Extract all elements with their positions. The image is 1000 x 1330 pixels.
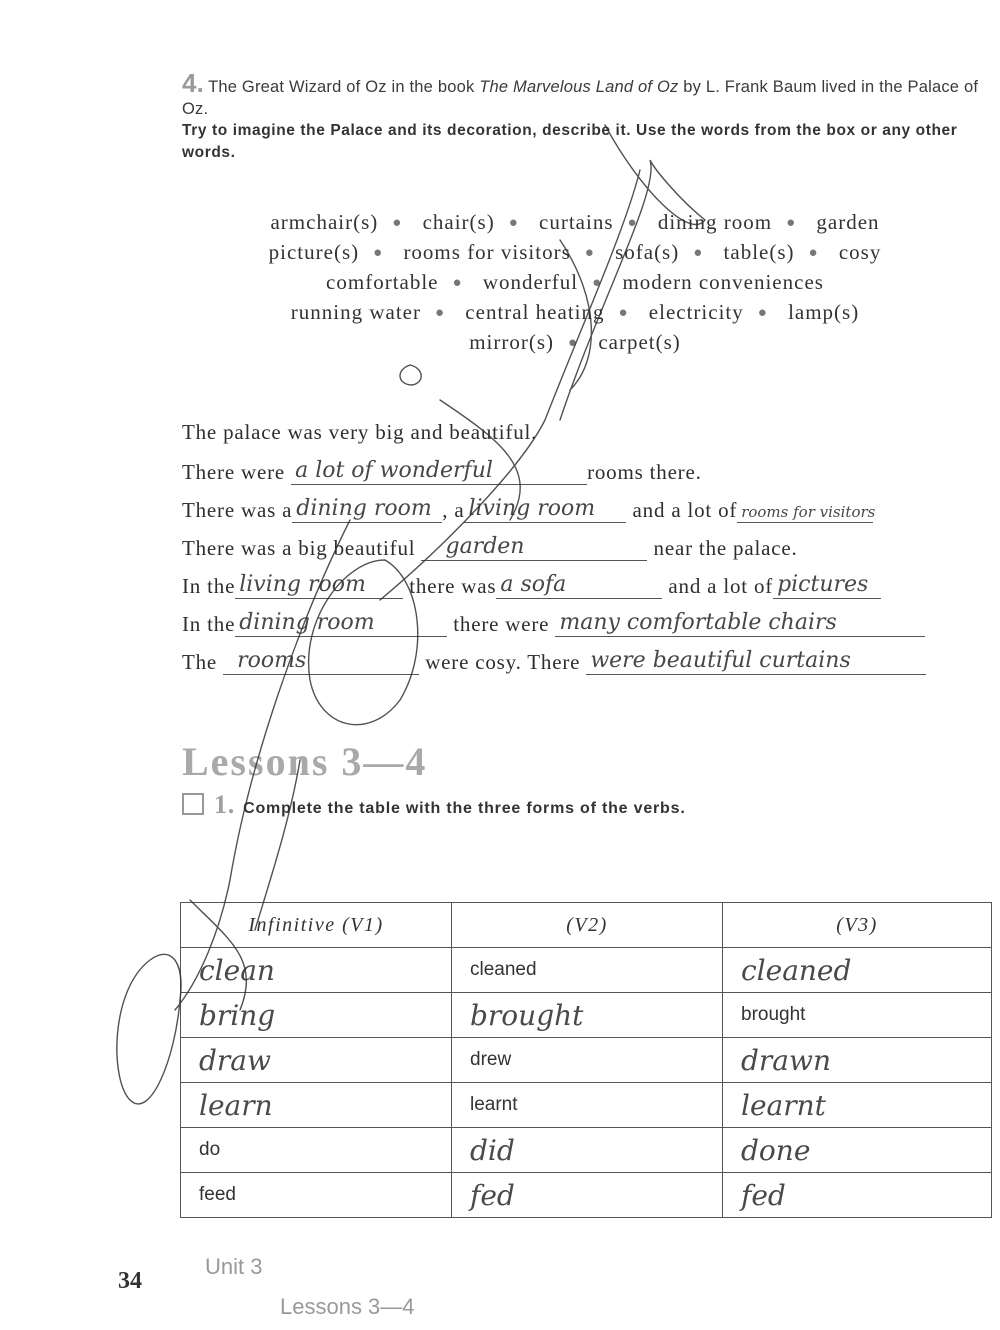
sentence-text: There was a big beautiful [182, 536, 416, 560]
word: central heating [465, 300, 605, 324]
word-box-line-5: mirror(s) ● carpet(s) [469, 330, 681, 354]
handwritten-answer: rooms [237, 648, 307, 673]
sentence-text: there was [409, 574, 497, 598]
sentence-1: The palace was very big and beautiful. [182, 420, 538, 444]
scribble-stroke [190, 900, 246, 1010]
word: running water [290, 300, 421, 324]
word: wonderful [482, 270, 579, 294]
sentence-text: There was a [182, 498, 293, 522]
table-cell: brought [452, 993, 723, 1038]
handwritten-answer: a sofa [500, 572, 567, 597]
handwritten-answer: a lot of wonderful [295, 458, 493, 483]
sentence-text: In the [182, 612, 236, 636]
table-cell: learn [181, 1083, 452, 1128]
handwritten-answer: rooms for visitors [741, 503, 876, 521]
scribble-stroke [175, 520, 350, 1010]
word: garden [816, 210, 880, 234]
scribble-stroke [440, 400, 520, 520]
table-cell: did [452, 1128, 723, 1173]
table-cell: done [723, 1128, 992, 1173]
word: sofa(s) [615, 240, 680, 264]
word: electricity [648, 300, 744, 324]
handwritten-answer: pictures [777, 572, 869, 597]
word-box-line-4: running water ● central heating ● electricity ● lamp(s) [290, 300, 860, 324]
task4-intro-pre: The Great Wizard of Oz in the book [208, 78, 480, 96]
task4-intro-post: by L. Frank Baum lived in the Palace of Oz. [182, 78, 979, 118]
lessons-heading: Lessons 3—4 [182, 739, 428, 784]
handwritten-answer: dining room [239, 610, 375, 635]
sentence-text: were cosy. There [425, 650, 581, 674]
table-cell: drawn [723, 1038, 992, 1083]
handwritten-answer: living room [239, 572, 366, 597]
task1-number: 1. [214, 790, 236, 819]
sentence-text: The [182, 650, 218, 674]
word: armchair(s) [270, 210, 379, 234]
handwritten-answer: dining room [296, 496, 432, 521]
table-cell: fed [452, 1173, 723, 1218]
handwritten-answer: were beautiful curtains [590, 648, 851, 673]
scribble-loop [309, 560, 418, 725]
table-cell: clean [181, 948, 452, 993]
scribble-loop [117, 954, 181, 1104]
sentence-text: near the palace. [653, 536, 798, 560]
handwritten-answer: living room [468, 496, 596, 521]
word: dining room [657, 210, 773, 234]
scribble-stroke [380, 170, 640, 600]
table-cell: brought [723, 993, 992, 1038]
task4-number: 4. [182, 68, 205, 98]
handwritten-answer: garden [445, 534, 525, 559]
table-cell: feed [181, 1173, 452, 1218]
word: comfortable [326, 270, 439, 294]
word: modern conveniences [622, 270, 824, 294]
table-cell: drew [452, 1038, 723, 1083]
sentence-text: there were [453, 612, 550, 636]
word-box-line-2: picture(s) ● rooms for visitors ● sofa(s) ● table(s) ● cosy [268, 240, 882, 264]
word: picture(s) [268, 240, 360, 264]
table-cell: bring [181, 993, 452, 1038]
task4-instruction: Try to imagine the Palace and its decoration, describe it. Use the words from the box or any other words. [182, 122, 958, 161]
scribble-stroke [255, 760, 300, 930]
sentence-text: , a [442, 498, 465, 522]
sentence-text: and a lot of [668, 574, 774, 598]
table-cell: cleaned [723, 948, 992, 993]
page-number: 34 [118, 1268, 142, 1294]
table-header: (V3) [723, 903, 992, 948]
word: cosy [838, 240, 882, 264]
task1-instruction: Complete the table with the three forms of the verbs. [243, 800, 686, 817]
table-cell: learnt [723, 1083, 992, 1128]
word: lamp(s) [788, 300, 860, 324]
table-cell: cleaned [452, 948, 723, 993]
word: curtains [539, 210, 614, 234]
handwritten-answer: many comfortable chairs [559, 610, 837, 635]
word: mirror(s) [469, 330, 555, 354]
footer-lessons: Lessons 3—4 [280, 1294, 415, 1319]
word: table(s) [723, 240, 795, 264]
table-cell: fed [723, 1173, 992, 1218]
word: rooms for visitors [403, 240, 571, 264]
sentence-text: and a lot of [632, 498, 738, 522]
task4-book-title: The Marvelous Land of Oz [479, 78, 679, 96]
sentence-text: rooms there. [587, 460, 702, 484]
table-header: Infinitive (V1) [181, 903, 452, 948]
table-cell: learnt [452, 1083, 723, 1128]
word-box-line-3: comfortable ● wonderful ● modern conveniences [326, 270, 824, 294]
table-header: (V2) [452, 903, 723, 948]
table-cell: do [181, 1128, 452, 1173]
sentence-text: In the [182, 574, 236, 598]
table-cell: draw [181, 1038, 452, 1083]
sentence-text: There were [182, 460, 286, 484]
word-box-line-1: armchair(s) ● chair(s) ● curtains ● dining room ● garden [270, 210, 880, 234]
footer-unit: Unit 3 [205, 1254, 263, 1279]
word: carpet(s) [598, 330, 681, 354]
word: chair(s) [422, 210, 495, 234]
scribble-stroke [400, 365, 421, 385]
